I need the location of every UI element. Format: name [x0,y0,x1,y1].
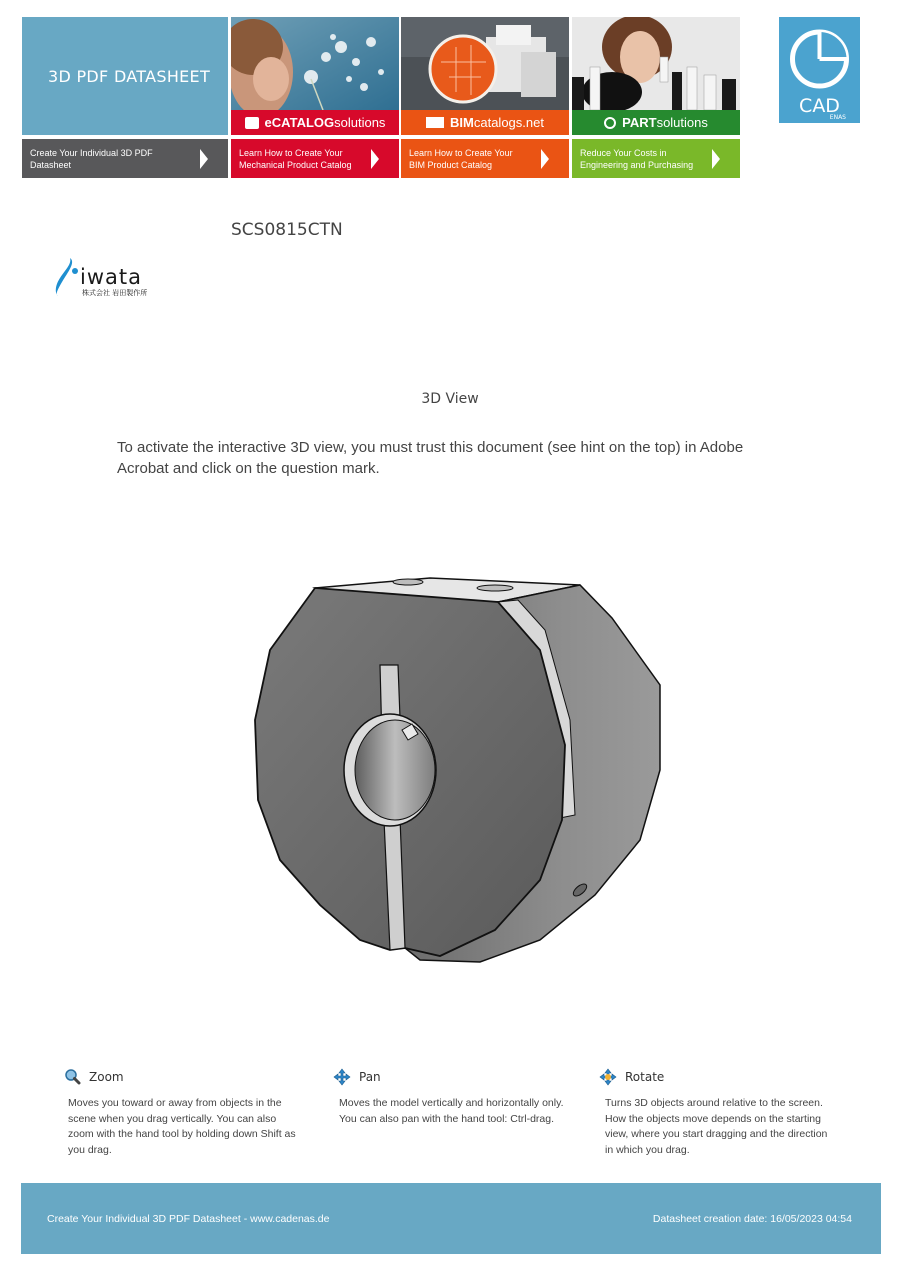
partsolutions-brand-bar[interactable] [572,110,740,135]
cadenas-logo-text: CAD [799,95,840,117]
ecatalog-brand-bold: eCATALOG [264,115,335,130]
pan-icon [333,1068,351,1086]
part-number: SCS0815CTN [231,220,343,240]
help-zoom-text: Moves you toward or away from objects in the scene when you drag vertically. You can also zoom with the hand tool by holding down Shift as you drag. [68,1097,296,1156]
zoom-icon [64,1068,81,1085]
ecatalog-photo [231,17,399,110]
iwata-logo [52,256,172,300]
link-mechanical-catalog[interactable] [231,139,399,178]
ecatalog-brand-bar[interactable] [231,110,399,135]
footer [21,1183,881,1254]
help-pan-title: Pan [359,1070,381,1084]
link-reduce-costs-text: Reduce Your Costs in Engineering and Purchasing [580,148,694,170]
link-mechanical-catalog-text: Learn How to Create Your Mechanical Product Catalog [239,148,352,170]
chevron-right-icon [541,149,549,169]
help-pan-heading [333,1068,381,1086]
link-bim-catalog-text: Learn How to Create Your BIM Product Catalog [409,148,513,170]
bim-brand-bold: BIM [450,115,474,130]
chevron-right-icon [712,149,720,169]
link-reduce-costs[interactable] [572,139,740,178]
ecatalog-brand-rest: solutions [334,115,386,130]
help-pan-text: Moves the model vertically and horizontally only. You can also pan with the hand tool: Ctrl-drag. [339,1097,564,1125]
iwata-logo-subtitle: 株式会社 岩田製作所 [82,289,148,297]
bim-brand-rest: catalogs.net [473,115,544,130]
partsolutions-brand-rest: solutions [656,115,708,130]
partsolutions-brand-bold: PART [622,115,657,130]
help-zoom-title: Zoom [89,1069,124,1084]
cadenas-logo[interactable] [779,17,860,123]
bim-building-icon [426,117,444,128]
chevron-right-icon [371,149,379,169]
datasheet-title-tile [22,17,228,135]
ecatalog-icon [245,117,259,129]
footer-creation-date: Datasheet creation date: 16/05/2023 04:54 [652,1213,852,1225]
rotate-icon [599,1068,617,1086]
3d-view-title: 3D View [421,391,479,407]
3d-model-viewport[interactable] [240,570,670,970]
link-create-datasheet-text: Create Your Individual 3D PDF Datasheet [30,148,153,170]
bim-brand-bar[interactable] [401,110,569,135]
partsolutions-photo [572,17,740,110]
link-create-datasheet[interactable] [22,139,228,178]
link-bim-catalog[interactable] [401,139,569,178]
partsolutions-icon [604,117,616,129]
chevron-right-icon [200,149,208,169]
bim-photo [401,17,569,110]
footer-link[interactable]: Create Your Individual 3D PDF Datasheet - www.cadenas.de [47,1213,330,1225]
help-zoom-heading [64,1068,124,1085]
help-rotate-heading [599,1068,664,1086]
help-rotate-text: Turns 3D objects around relative to the screen. How the objects move depends on the starting view, where you start dragging and the direction in which you drag. [605,1097,828,1156]
3d-view-instructions: To activate the interactive 3D view, you must trust this document (see hint on the top) in Adobe Acrobat and click on the question mark. [117,439,744,477]
shaft-collar-render [240,570,670,970]
cadenas-logo-sub: ENAS [829,114,846,121]
help-rotate-title: Rotate [625,1070,665,1084]
iwata-logo-text: IWATA [80,265,142,289]
datasheet-title: 3D PDF DATASHEET [48,67,211,86]
